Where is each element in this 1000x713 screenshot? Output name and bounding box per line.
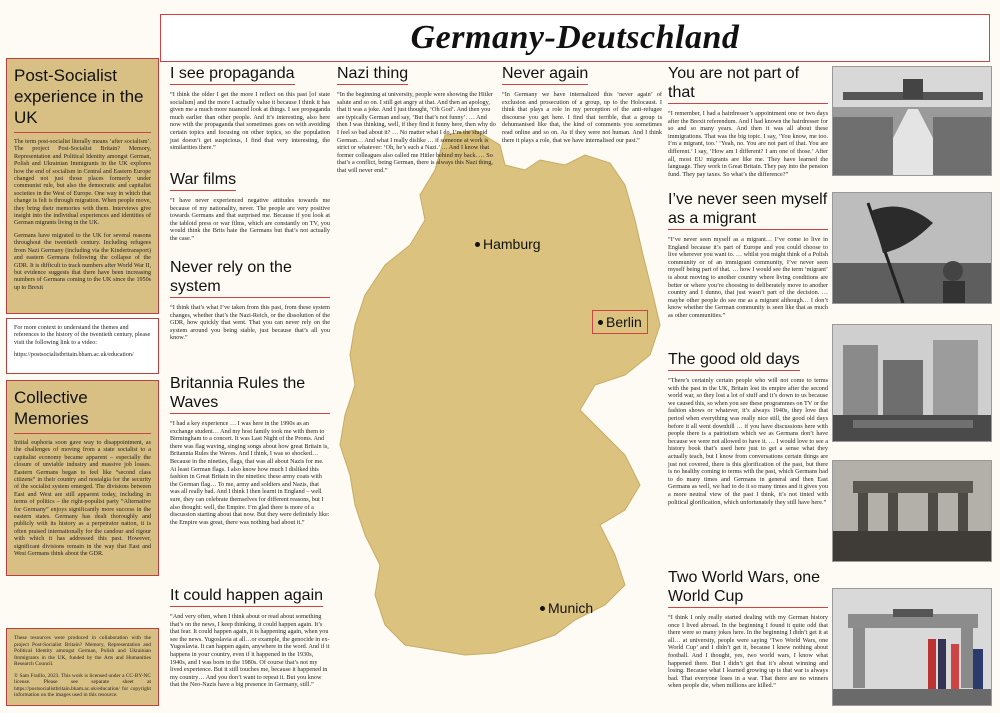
city-munich [540,600,593,616]
gate-flags-photo-image [833,589,992,706]
germany-map [325,125,665,680]
page-title: Germany-Deutschland [410,19,740,56]
section-never-again [502,64,662,144]
education-link[interactable]: https://postsocialistbritain.bham.ac.uk/education/ [14,352,134,359]
photo-rally [832,66,992,176]
good-old-days-heading: The good old days [668,350,800,371]
section-propaganda [170,64,330,152]
never-seen-heading: I’ve never seen myself as a migrant [668,190,828,230]
intro-panel [6,58,159,314]
memories-heading: Collective Memories [14,387,151,434]
section-not-part [668,64,828,178]
photo-gate-flags [832,588,992,706]
gate-crowd-photo-image [833,461,992,562]
never-again-heading: Never again [502,64,588,85]
rally-photo-image [833,67,992,176]
photo-gate-crowd [832,460,992,562]
hamburg-label: Hamburg [483,236,541,252]
munich-dot-icon [540,606,545,611]
intro-paragraph-2: Germans have migrated to the UK for several reasons throughout the twentieth century. Including refugees from Nazi Germany (including via the Kindertransport) and eastern Germans following the collapse of the GDR. It is difficult to track numbers after World War II, but evidence suggests that there have been increasing numbers of Germans coming to the UK since the 1950s up to Brexit [14,232,151,291]
section-two-wars [668,568,828,690]
flag-photo-image [833,193,992,304]
never-rely-text: “I think that’s what I’ve taken from this past, from these system changes, whether that’s the Nazi-Reich, or the dissolution of the GDR, how quickly that went. That you can never rely on the system around you being stable, just because that’s all you know.” [170,304,330,342]
two-wars-heading: Two World Wars, one World Cup [668,568,828,608]
section-war-films [170,170,330,243]
section-good-old-days [668,350,828,506]
berlin-dot-icon [598,320,603,325]
good-old-days-text: “There’s certainly certain people who will not come to terms with the past in the UK, Britain lost its empire after the second world war, so they lost a lot of stuff and it’s down to us because we caused this, so when you see these programmes on TV or the fashion shows or whatever, it’s always 1940s, they love that period when everything was really nice still, the good old days before it all went downhill … if you have discussions here with people there is a patriotism which we as Germans don’t have because we were not allowed to have it. … I would love to see a history book that’s used here just to get a sense what they actually teach, but I know from conversations certain things are just not covered, there is this glorification of the past, but there is no healthy coming to terms with the past, which Germans had to do many times and Germans in general and then East Germans as well, we had to do it so many times and it gives you a more neutral view of the past I think, it’s not tinted with political glorification, which unfortunately they still have here.” [668,377,828,506]
britannia-heading: Britannia Rules the Waves [170,374,330,414]
street-photo-image [833,325,992,442]
could-happen-text: “And very often, when I think about or read about something that’s on the news, I keep thinking, it could happen again. It’s that fear. It could happen again, it is happening again, when you see the news. Yugoslavia at all…or example, the genocide in ex-Yugoslavia. It can happen again, anywhere in the word. And if it happens in your country, even if it happened in the 1930s, 1940s, and I was born in the 1980s. Of course that’s not my lived experience. But it still touches me, because it happened in my country… And you don’t want to repeat it. But you know that the Neo-Nazis have a big presence in Germany, still.” [170,613,330,689]
section-nazi-thing [337,64,497,175]
section-could-happen [170,586,330,689]
title-banner [160,14,990,62]
munich-label: Munich [548,600,594,616]
nazi-thing-heading: Nazi thing [337,64,408,85]
city-hamburg [475,236,541,252]
propaganda-heading: I see propaganda [170,64,295,85]
could-happen-heading: It could happen again [170,586,323,607]
section-britannia [170,374,330,526]
war-films-heading: War films [170,170,236,191]
section-never-rely [170,258,330,342]
never-rely-heading: Never rely on the system [170,258,330,298]
memories-paragraph: Initial euphoria soon gave way to disappointment, as the challenges of moving from a state socialist to a capitalist economy became apparent – especially the closure of unviable industry and massive job losses. Eastern Germans began to feel like “second class citizens” in their country and nostalgia for the security of the socialist system emerged. The divisions between East and West are still apparent today, including in terms of politics – the right-populist party “Alternative for Germany” enjoys significantly more success in the eastern states. Germany has dealt thoroughly and publicly with its history as a perpetrator nation, it is often praised internationally for the candour and rigour with which it has addressed this past. However, significant divisions remain in the way that East and West Germans think about the GDR. [14,440,151,558]
hamburg-dot-icon [475,242,480,247]
photo-street [832,324,992,442]
credits-paragraph-1: These resources were produced in collaboration with the project Post-Socialist Britain? Memory, Representation and Political Identity amongst German, Polish and Ukrainian Immigrants in the UK, funded by the Arts and Humanities Research Council. [14,635,151,667]
section-never-seen [668,190,828,320]
berlin-label: Berlin [606,314,642,330]
memories-panel [6,380,159,576]
link-panel [6,318,159,374]
credits-paragraph-2: © Sam Fraillo, 2023. This work is licensed under a CC-BY-NC license. Please see separate sheet at https://postsocialistbritain.bham.ac.uk/education/ for copyright information on the images used in this resource. [14,672,151,698]
not-part-heading: You are not part of that [668,64,828,104]
war-films-text: “I have never experienced negative attitudes towards me because of my nationality, never. The people are very positive towards Germans and that surprised me. Because if you look at the tabloid press or war films, which are constantly on TV, you would think the Brits hate the Germans but that’s not actually the case.” [170,197,330,242]
germany-outline [340,130,660,655]
intro-paragraph-1: The term post-socialist literally means ‘after socialism’. The project Post-Socialist Britain? Memory, Representation and Political Identity amongst German, Polish and Ukrainian Immigrants in the UK explores how the end of socialism in Central and Eastern Europe changed not just those places formerly under communist rule, but also the democratic and capitalist societies in the West of Europe. One way in which that change is felt is through migration. When people move, they bring their memories with them. Interviews give insight into the individual experiences and identities of German migrants living in the UK. [14,139,151,227]
intro-heading: Post-Socialist experience in the UK [14,65,151,133]
link-text: For more context to understand the themes and references to the history of the twentieth century, please visit the following link to a video: [14,325,151,346]
nazi-thing-text: “In the beginning at university, people were showing the Hitler salute and so on. I still get angry at that. And then an apology, that it was a joke. And I just thought, ‘Oh God’. And then you are typically German and say, ‘But that’s not funny’. … And then I was thinking, well, if they find it funny here, then why do I feel so bad about it? … No matter what I do, I’m the stupid German… And what I really dislike … if someone at work is strict or whatever: ‘Oh, he’s such a Nazi.’ … And I know that former colleagues also called me Hitler behind my back. … So that’s a conflict, being German, there is always this Nazi thing, that will never end.” [337,91,496,174]
two-wars-text: “I think I only really started dealing with my German history once I lived abroad. In the beginning I found it quite odd that there were so many jokes here. In the beginning I didn’t get it at all… at university, people were saying ‘Two World Wars, one World Cup’ and I didn’t get it, because I knew nothing about football. And I thought, yes, two world wars, I know what happened there. But I didn’t get that it’s about winning and losing. Because what I learned growing up is that war is always bad. That everyone loses in a war. That there are no winners when people die, when millions are killed.” [668,614,828,690]
photo-flag [832,192,992,304]
not-part-text: “I remember, I had a hairdresser’s appointment one or two days after the Brexit referendum. And I had known the hairdresser for so and so many years. And then it was all about these immigrations. That was the big topic. I say, ‘You know, me too. I’m a migrant, too.’ ‘Yeah, no. You are not part of that. You are different.’ I say, ‘How am I different? I am one of those.’ After all, most EU migrants are like me. They have learned the language. They work in Great Britain. They pay into the pension fund. They pay taxes. So what’s the difference?” [668,110,828,178]
never-seen-text: “I’ve never seen myself as a migrant… I’ve come to live in England because it’s part of Europe and you could choose to live wherever you want to. … whilst you might think of a Polish community or of an immigrant community, I’ve never seen myself being part of that. … how I would see the term ‘migrant’ is about moving to another country where living conditions are better or where you’re choosing to deliberately move to another country and I dunno, that just wasn’t part of the decision. … maybe other people do see me as a migrant although… I don’t know whether the German community is seen like that as much as other communities.” [668,236,828,319]
never-again-text: “In Germany we have internalized this ‘never again’ of exclusion and prosecution of a group, up to the Holocaust. I think that plays a role in my perception of the anti-refugee discourse you get here. I find that terrible, that a group is dehumanised like that, the kind of comments you sometimes read online and so on. As if they were not human. And I think there it plays a role, that we have internalised our past.” [502,91,662,144]
city-berlin [592,310,648,334]
credits-panel [6,628,159,706]
britannia-text: “I had a key experience … I was here in the 1990s as an exchange student… And my host family took me with them to Birmingham to a concert. It was Last Night of the Proms. And there was flag waving, singing songs about how great Britain is, Britannia Rules the Waves. And I think, I was so shocked… Because in the nineties, flags, that was all about Nazis for me. At least German flags. I also know how much I disliked this fashion in Great Britain in the nineties: these army coats with the German flag… To me, army and soldiers and Nazis, that was all really bad. And I think I then learnt in England – well sure, they can celebrate themselves for different reasons, but I also thought: well, the Empire. I’m glad there is more of a discussion starting about that now. But they were definitely like: the Empire was great, there was nothing bad about it.” [170,420,330,526]
propaganda-text: “I think the older I get the more I reflect on this past [of state socialism] and the more I actually value it because I think it has given me a much more nuanced look at things. I see propaganda much earlier than other people. And it’s interesting, also here now with the propaganda that sometimes goes on with avoiding certain topics and focusing on other topics, so the population just doesn’t get suspicious, I find that very interesting, the similarities there.” [170,91,330,152]
